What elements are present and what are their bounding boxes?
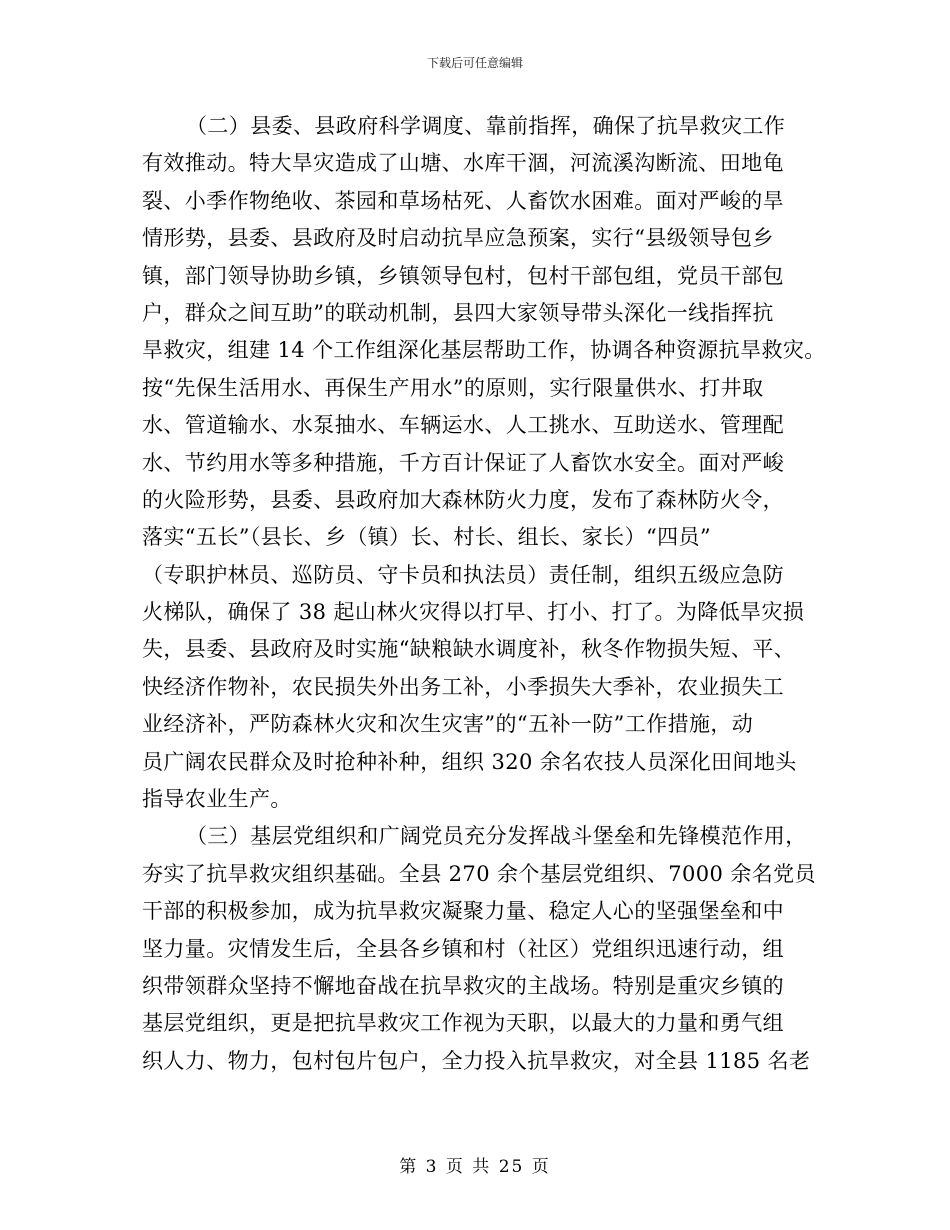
text-line: 的火险形势，县委、县政府加大森林防火力度，发布了森林防火令， [142,487,784,512]
text-line: 按“先保生活用水、再保生产用水”的原则，实行限量供水、打井取 [142,375,764,400]
text-line: 旱救灾，组建 14 个工作组深化基层帮助工作，协调各种资源抗旱救灾。 [142,338,826,363]
text-line: 指导农业生产。 [142,787,292,812]
paragraph-first-line: （三）基层党组织和广阔党员充分发挥战斗堡垒和先锋模范作用， [186,824,807,849]
paragraph-first-line: （二）县委、县政府科学调度、靠前指挥，确保了抗旱救灾工作 [186,114,786,138]
text-line: 落实“五长”（县长、乡（镇）长、村长、组长、家长）“四员” [142,525,712,550]
text-line: 失，县委、县政府及时实施“缺粮缺水调度补，秋冬作物损失短、平、 [142,637,796,662]
text-line: 夯实了抗旱救灾组织基础。全县 270 余个基层党组织、7000 余名党员 [142,861,816,886]
text-line: 织人力、物力，包村包片包户，全力投入抗旱救灾，对全县 1185 名老 [142,1048,811,1073]
text-line: 业经济补，严防森林火灾和次生灾害”的“五补一防”工作措施，动 [142,712,754,737]
text-line: 基层党组织，更是把抗旱救灾工作视为天职，以最大的力量和勇气组 [142,1011,784,1036]
text-line: 员广阔农民群众及时抢种补种，组织 320 余名农技人员深化田间地头 [142,749,797,774]
text-line: 户，群众之间互助”的联动机制，县四大家领导带头深化一线指挥抗 [142,300,774,325]
text-line: 镇，部门领导协助乡镇，乡镇领导包村，包村干部包组，党员干部包 [142,263,784,288]
text-line: 情形势，县委、县政府及时启动抗旱应急预案，实行“县级领导包乡 [142,226,774,251]
text-line: 快经济作物补，农民损失外出务工补，小季损失大季补，农业损失工 [142,674,784,699]
text-line: 干部的积极参加，成为抗旱救灾凝聚力量、稳定人心的坚强堡垒和中 [142,899,784,924]
text-line: （专职护林员、巡防员、守卡员和执法员）责任制，组织五级应急防 [142,562,784,587]
text-line: 坚力量。灾情发生后，全县各乡镇和村（社区）党组织迅速行动，组 [142,936,784,961]
text-line: 织带领群众坚持不懈地奋战在抗旱救灾的主战场。特别是重灾乡镇的 [142,973,784,998]
document-body [142,108,826,1080]
text-line: 裂、小季作物绝收、茶园和草场枯死、人畜饮水困难。面对严峻的旱 [142,188,784,213]
text-line: 火梯队，确保了 38 起山林火灾得以打早、打小、打了。为降低旱灾损 [142,600,805,625]
text-line: 水、管道输水、水泵抽水、车辆运水、人工挑水、互助送水、管理配 [142,413,784,438]
text-line: 有效推动。特大旱灾造成了山塘、水库干涸，河流溪沟断流、田地龟 [142,151,784,176]
text-line: 水、节约用水等多种措施，千方百计保证了人畜饮水安全。面对严峻 [142,450,784,475]
page-footer: 第 3 页 共 25 页 [399,1157,551,1177]
page-header: 下载后可任意编辑 [426,56,523,70]
